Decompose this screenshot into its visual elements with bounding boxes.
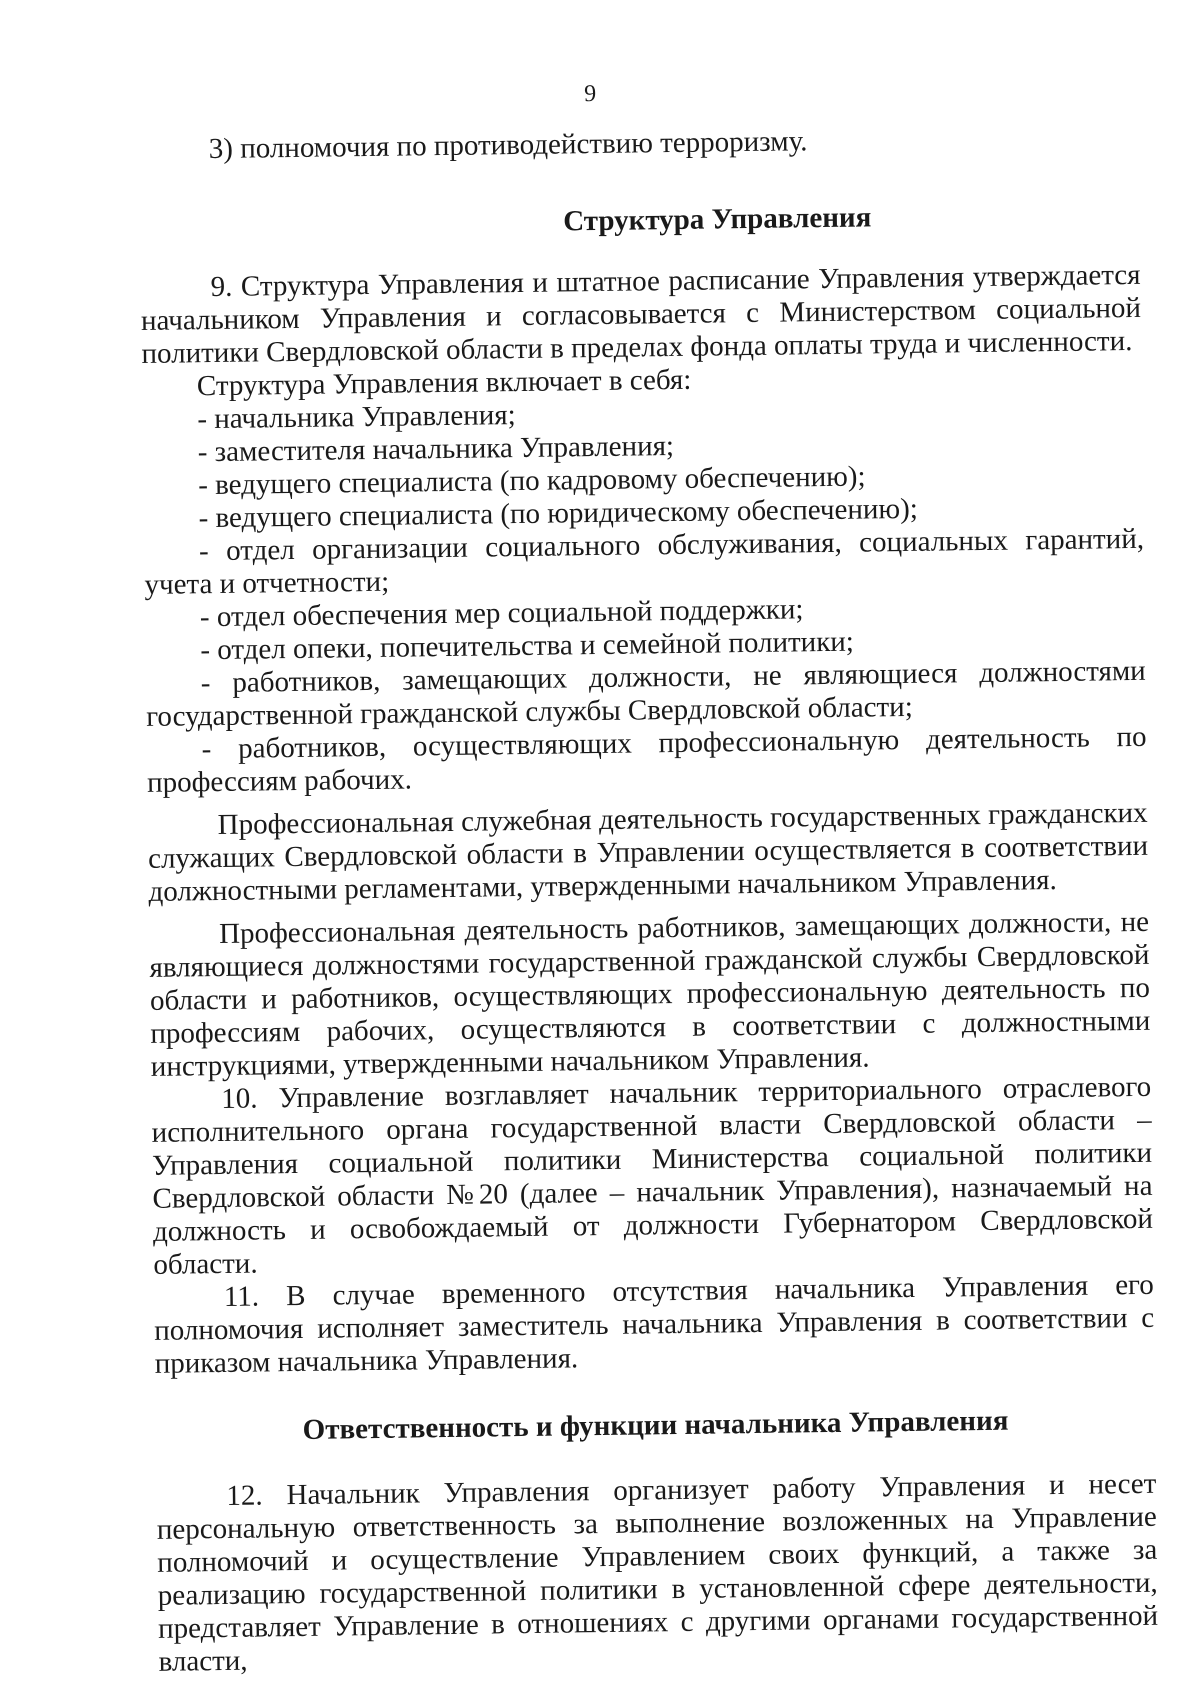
list-item: - отдел опеки, попечительства и семейной политики; [200,625,855,667]
list-item: - ведущего специалиста (по юридическому обеспечению); [198,492,919,535]
paragraph-9: 9. Структура Управления и штатное расписание Управления утверждается начальником Управления и согласовывается с Министерством социальной политики Свердловской области в пределах фонда оплаты труда и численности. [140,258,1142,370]
paragraph-10: 10. Управление возглавляет начальник территориального отраслевого исполнительного органа государственной власти Свердловской области – Управления социальной политики Министерства социальной политики Свердловской области №20 (далее – начальник Управления), назначаемый на должность и освобождаемый от должности Губернатором Свердловской области. [151,1070,1154,1281]
list-item: - ведущего специалиста (по кадровому обеспечению); [197,460,866,502]
structure-list [142,391,1147,800]
paragraph-9-includes: Структура Управления включает в себя: [196,363,692,403]
page-number: 9 [583,80,597,108]
list-item: - отдел обеспечения мер социальной поддержки; [199,593,804,634]
list-item: - начальника Управления; [197,399,516,436]
paragraph-intro: 3) полномочия по противодействию терроризму. [208,125,808,166]
heading-structure: Структура Управления [563,201,872,238]
paragraph-12: 12. Начальник Управления организует работу Управления и несет персональную ответственность за выполнение возложенных на Управление полномочий и осуществление Управлением своих функций, а также за реализацию государственной политики в установленной сфере деятельности, представляет Управление в отношениях с другими органами государственной власти, [156,1467,1159,1678]
list-item: - заместителя начальника Управления; [197,429,675,469]
list-item: - работников, осуществляющих профессиональную деятельность по профессиям рабочих. [146,720,1147,799]
list-item: - работников, замещающих должности, не являющиеся должностями государственной гражданской службы Свердловской области; [146,654,1146,733]
paragraph-professional-activity: Профессиональная деятельность работников, замещающих должности, не являющиеся должностями государственной гражданской службы Свердловской области и работников, осуществляющих профессиональную деятельность по профессиям рабочих, осуществляются в соответствии с должностными инструкциями, утвержденными начальником Управления. [149,905,1151,1083]
document-body [139,121,1159,1679]
heading-responsibility: Ответственность и функции начальника Управления [302,1404,1009,1446]
list-item: - отдел организации социального обслуживания, социальных гарантий, учета и отчетности; [144,522,1145,601]
paragraph-professional-service: Профессиональная служебная деятельность государственных гражданских служащих Свердловской области в Управлении осуществляется в соответствии должностными регламентами, утвержденными начальником Управления. [147,796,1149,908]
paragraph-11: 11. В случае временного отсутствия начальника Управления его полномочия исполняет заместитель начальника Управления в соответствии с приказом начальника Управления. [154,1268,1155,1380]
